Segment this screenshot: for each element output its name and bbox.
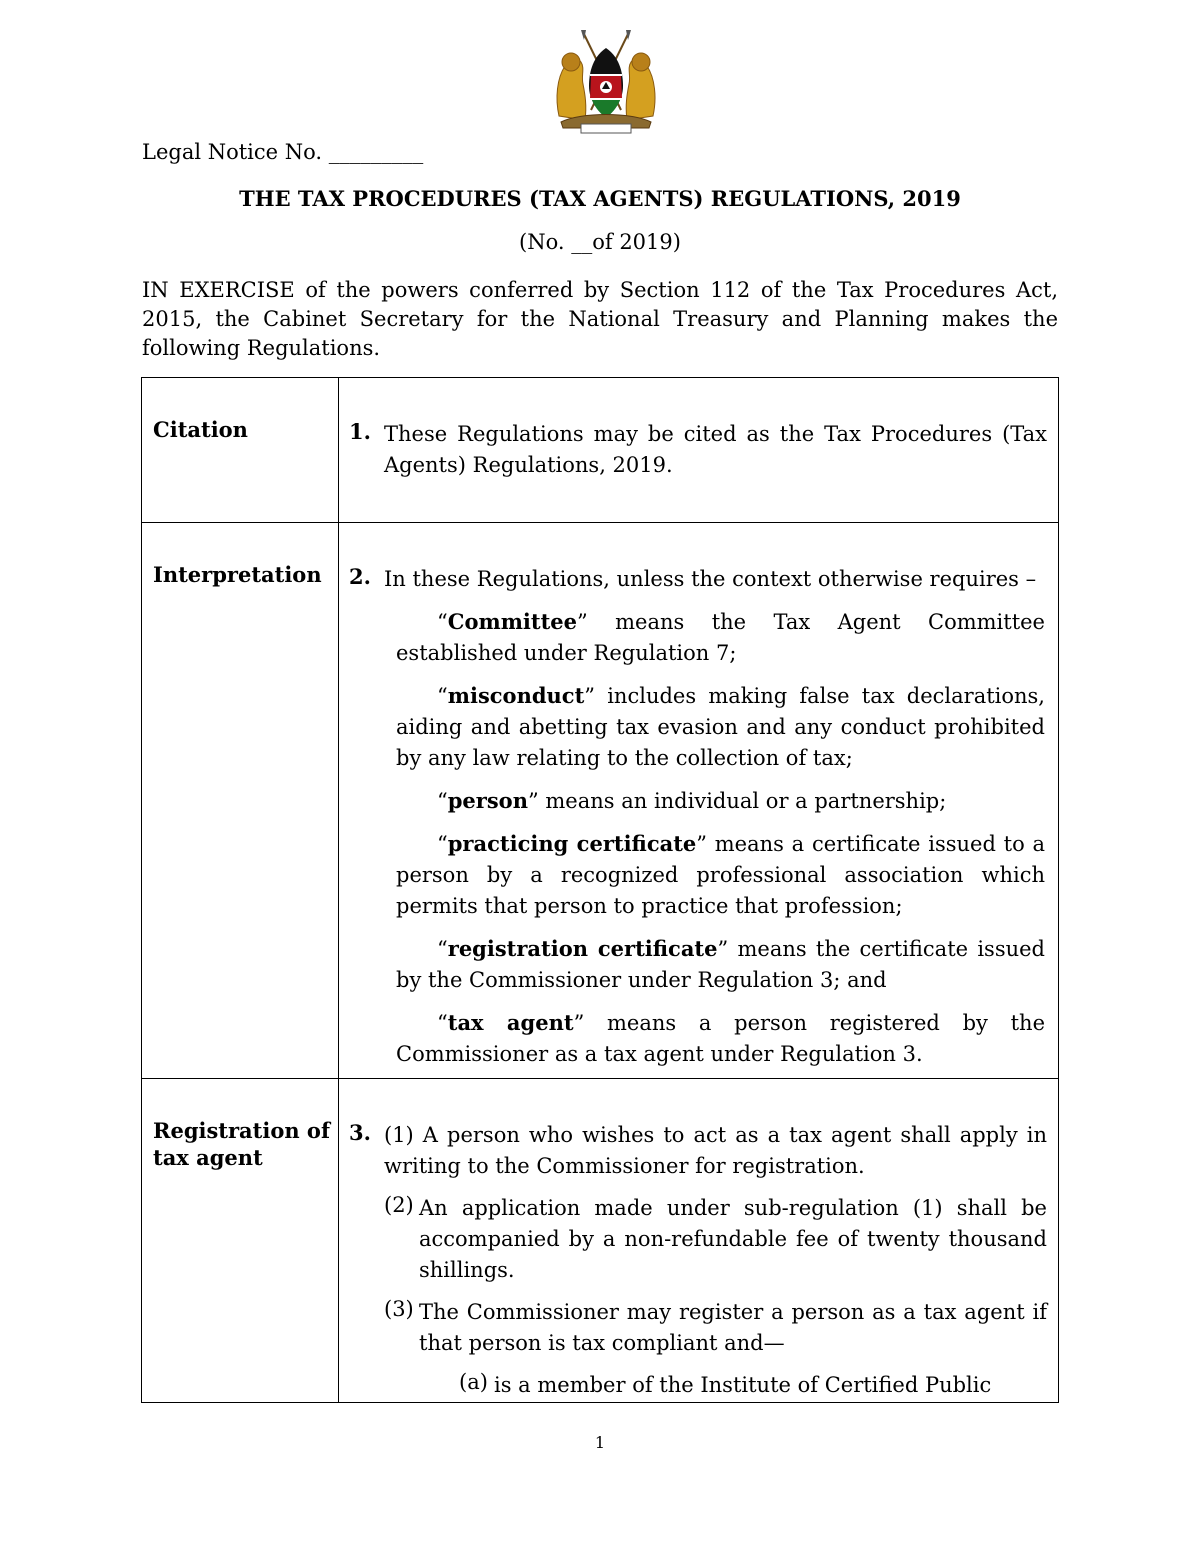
definition-misconduct: “misconduct” includes making false tax declarations, aiding and abetting tax evasion and any conduct prohibited by any law relating to the collection of tax; xyxy=(396,683,1045,770)
side-label-citation: Citation xyxy=(153,417,248,442)
definition-text: ” includes making false tax declarations, aiding and abetting tax evasion and any conduct prohibited by any law relating to the collection of tax; xyxy=(396,684,1045,770)
definition-term: Committee xyxy=(447,609,578,634)
registration-row xyxy=(142,1079,1059,1403)
sub-regulation-2 xyxy=(384,1193,1047,1286)
definition-term: person xyxy=(447,788,528,813)
definition-term: registration certificate xyxy=(447,936,718,961)
legal-notice-label: Legal Notice No. xyxy=(142,140,323,164)
legal-notice-number-blank: _________ xyxy=(328,140,424,164)
definition-practicing-certificate: “practicing certificate” means a certificate issued to a person by a recognized professional association which permits that person to practice that profession; xyxy=(396,831,1045,918)
registration-side-cell xyxy=(142,1079,339,1403)
regulation-text: In these Regulations, unless the context otherwise requires – xyxy=(384,567,1037,591)
interpretation-side-cell xyxy=(142,523,339,1079)
regulations-table xyxy=(141,377,1059,1403)
definition-text: ” means a certificate issued to a person by a recognized professional association which permits that person to practice that profession; xyxy=(396,832,1045,918)
document-title: THE TAX PROCEDURES (TAX AGENTS) REGULATIONS, 2019 xyxy=(239,186,961,211)
paragraph-text: is a member of the Institute of Certified Public xyxy=(494,1373,992,1397)
sub-regulation-number: (2) xyxy=(384,1193,414,1217)
regulation-number: 2. xyxy=(349,564,371,589)
regulation-number: 1. xyxy=(349,419,371,444)
regulation-3 xyxy=(339,1079,1058,1182)
sub-regulation-3 xyxy=(384,1297,1047,1359)
document-subtitle: (No. __of 2019) xyxy=(519,230,681,254)
sub-regulation-number: (3) xyxy=(384,1297,414,1321)
paragraph-a xyxy=(459,1370,1047,1401)
legal-notice-line xyxy=(142,140,423,164)
definition-text: ” means an individual or a partnership; xyxy=(527,789,947,813)
citation-body-cell xyxy=(339,378,1059,523)
definition-text: ” means the certificate issued by the Commissioner under Regulation 3; and xyxy=(396,937,1045,992)
definition-term: misconduct xyxy=(447,683,585,708)
citation-side-cell xyxy=(142,378,339,523)
definition-text: ” means a person registered by the Commissioner as a tax agent under Regulation 3. xyxy=(396,1011,1046,1066)
paragraph-number: (a) xyxy=(459,1370,488,1394)
regulation-2 xyxy=(339,523,1058,595)
definition-tax-agent: “tax agent” means a person registered by the Commissioner as a tax agent under Regulation 3. xyxy=(396,1010,1046,1066)
definition-text: ” means the Tax Agent Committee established under Regulation 7; xyxy=(396,610,1045,665)
definition-term: tax agent xyxy=(447,1010,574,1035)
preamble-paragraph: IN EXERCISE of the powers conferred by Section 112 of the Tax Procedures Act, 2015, the Cabinet Secretary for the National Treasury and Planning makes the following Regulations. xyxy=(142,278,1058,360)
sub-regulation-text: An application made under sub-regulation (1) shall be accompanied by a non-refundable fee of twenty thousand shillings. xyxy=(419,1196,1047,1282)
regulation-1 xyxy=(339,378,1058,481)
definition-term: practicing certificate xyxy=(447,831,697,856)
regulation-text: These Regulations may be cited as the Tax Procedures (Tax Agents) Regulations, 2019. xyxy=(384,422,1047,477)
interpretation-body-cell xyxy=(339,523,1059,1079)
citation-row xyxy=(142,378,1059,523)
registration-body-cell xyxy=(339,1079,1059,1403)
coat-of-arms-emblem xyxy=(551,28,661,136)
side-label-registration: Registration of tax agent xyxy=(153,1118,330,1170)
interpretation-row xyxy=(142,523,1059,1079)
side-label-interpretation: Interpretation xyxy=(153,562,322,587)
regulation-text: (1) A person who wishes to act as a tax agent shall apply in writing to the Commissioner for registration. xyxy=(384,1123,1047,1178)
regulation-number: 3. xyxy=(349,1120,371,1145)
definition-registration-certificate: “registration certificate” means the certificate issued by the Commissioner under Regulation 3; and xyxy=(396,936,1045,992)
page-number: 1 xyxy=(594,1433,606,1452)
definition-committee: “Committee” means the Tax Agent Committee established under Regulation 7; xyxy=(396,609,1045,665)
definition-person: “person” means an individual or a partnership; xyxy=(437,788,947,813)
sub-regulation-text: The Commissioner may register a person as a tax agent if that person is tax compliant and— xyxy=(419,1300,1047,1355)
